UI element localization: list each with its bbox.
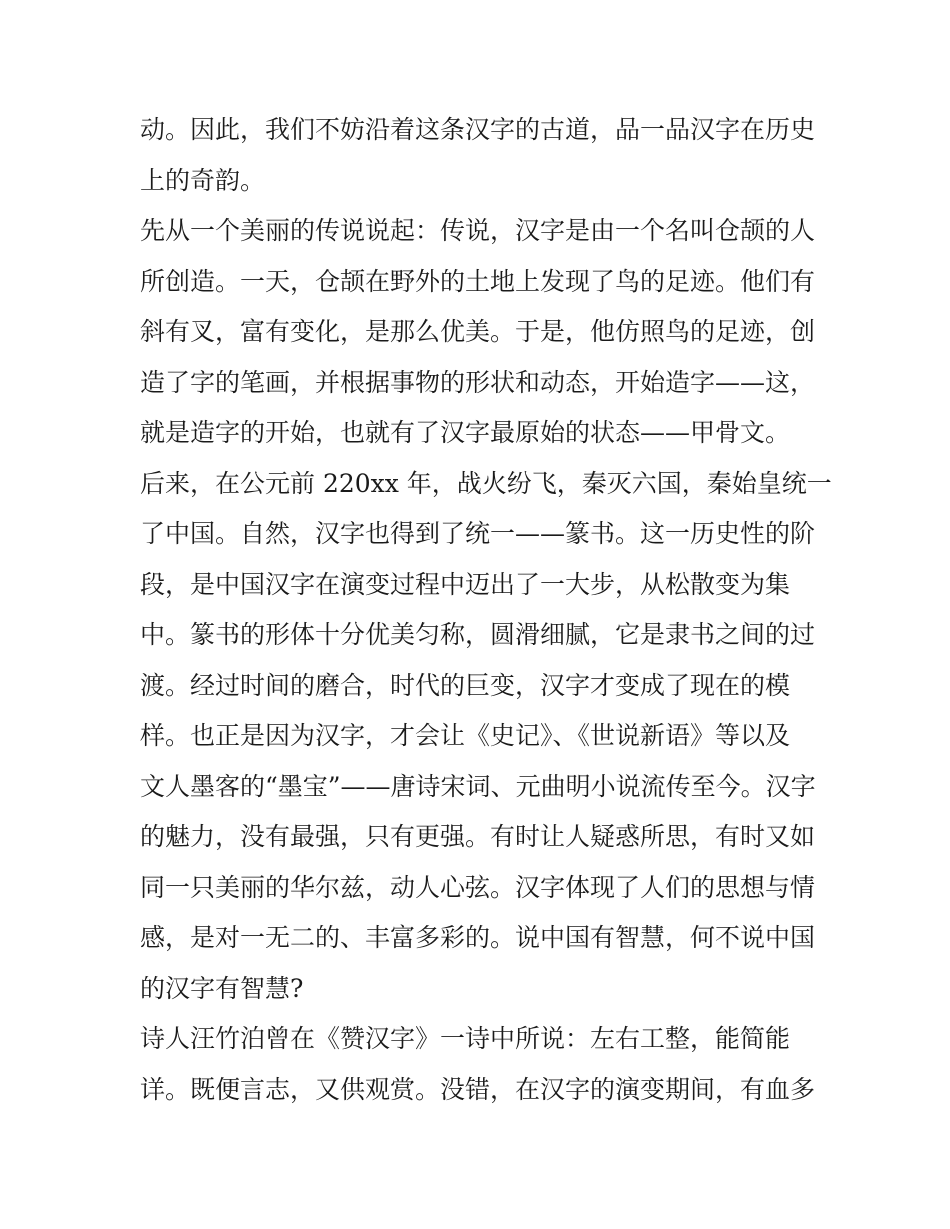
- text-line: 中。篆书的形体十分优美匀称，圆滑细腻，它是隶书之间的过: [140, 620, 816, 649]
- text-line: 同一只美丽的华尔兹，动人心弦。汉字体现了人们的思想与情: [140, 872, 816, 902]
- text-line: 样。也正是因为汉字，才会让《史记》、《世说新语》等以及: [140, 721, 791, 750]
- text-line: 感，是对一无二的、丰富多彩的。说中国有智慧，何不说中国: [140, 923, 816, 952]
- text-line: 的魅力，没有最强，只有更强。有时让人疑惑所思，有时又如: [140, 822, 816, 851]
- text-line: 后来，在公元前 220xx 年，战火纷飞，秦灭六国，秦始皇统一: [140, 468, 832, 498]
- text-line: 详。既便言志，又供观赏。没错，在汉字的演变期间，有血多: [140, 1074, 816, 1104]
- text-line: 所创造。一天，仓颉在野外的土地上发现了鸟的足迹。他们有: [140, 266, 816, 296]
- text-line: 先从一个美丽的传说说起：传说，汉字是由一个名叫仓颉的人: [140, 216, 816, 245]
- text-line: 渡。经过时间的磨合，时代的巨变，汉字才变成了现在的模: [140, 670, 791, 700]
- text-line: 斜有叉，富有变化，是那么优美。于是，他仿照鸟的足迹，创: [140, 317, 816, 346]
- text-line: 文人墨客的“墨宝”——唐诗宋词、元曲明小说流传至今。汉字: [140, 771, 816, 801]
- text-line: 就是造字的开始，也就有了汉字最原始的状态——甲骨文。: [140, 418, 791, 447]
- text-line: 段，是中国汉字在演变过程中迈出了一大步，从松散变为集: [140, 569, 791, 599]
- text-line: 的汉字有智慧?: [140, 973, 304, 1003]
- text-line: 动。因此，我们不妨沿着这条汉字的古道，品一品汉字在历史: [140, 115, 816, 144]
- text-line: 了中国。自然，汉字也得到了统一——篆书。这一历史性的阶: [140, 519, 816, 548]
- text-line: 造了字的笔画，并根据事物的形状和动态，开始造字——这，: [140, 367, 816, 397]
- text-line: 诗人汪竹泊曾在《赞汉字》一诗中所说：左右工整，能简能: [140, 1024, 791, 1053]
- body-text: [140, 105, 832, 1115]
- text-line: 上的奇韵。: [140, 165, 266, 195]
